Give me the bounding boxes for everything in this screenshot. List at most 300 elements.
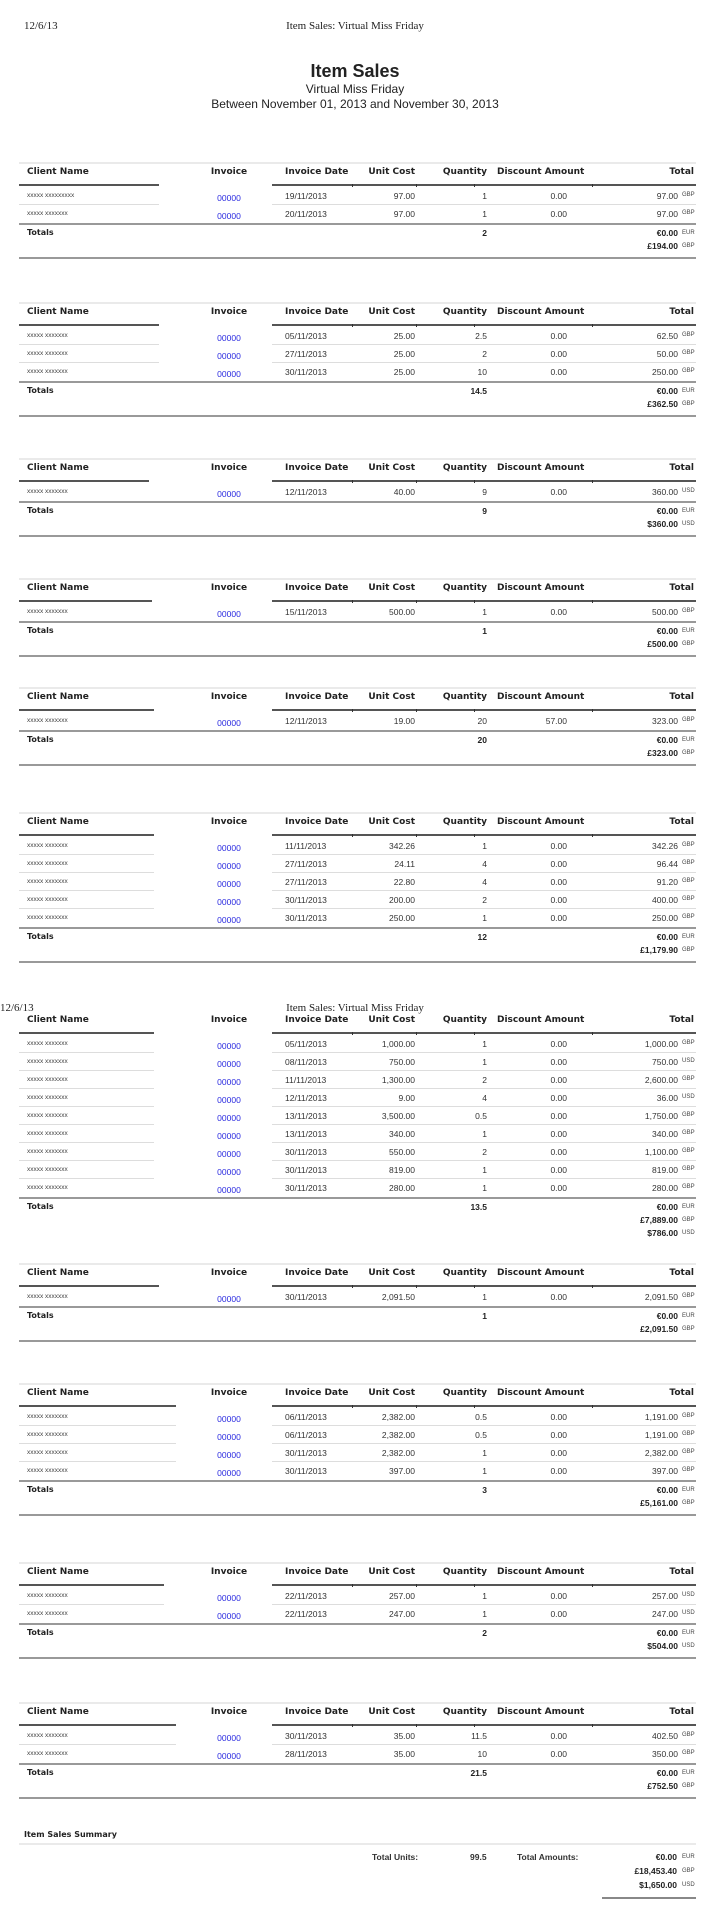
cell-total: 97.00	[656, 191, 678, 201]
cell-client: xxxxx xxxxxxx	[27, 1040, 68, 1047]
table-top-divider	[19, 1562, 696, 1564]
report-company: Virtual Miss Friday	[305, 82, 405, 96]
table-row	[19, 345, 696, 363]
invoice-link[interactable]: 00000	[217, 1733, 241, 1743]
column-header-total: Total	[669, 1268, 694, 1278]
invoice-link[interactable]: 00000	[217, 1294, 241, 1304]
cell-client: xxxxx xxxxxxx	[27, 1184, 68, 1191]
table-row	[19, 873, 696, 891]
totals-quantity: 20	[477, 735, 487, 745]
summary-underline	[602, 1897, 696, 1899]
totals-quantity: 2	[482, 1628, 487, 1638]
table-row	[19, 363, 696, 381]
table-row	[19, 1462, 696, 1480]
column-header-disc: Discount Amount	[497, 1388, 585, 1398]
table-top-divider	[19, 1702, 696, 1704]
cell-currency: GBP	[682, 368, 695, 374]
cell-disc: 0.00	[550, 1448, 567, 1458]
totals-amount: $786.00	[647, 1228, 678, 1238]
cell-total: 2,091.50	[644, 1292, 678, 1302]
cell-date: 12/11/2013	[285, 716, 327, 726]
cell-disc: 0.00	[550, 1412, 567, 1422]
cell-date: 13/11/2013	[285, 1111, 327, 1121]
page-header-title: Item Sales: Virtual Miss Friday	[286, 20, 424, 32]
cell-currency: GBP	[682, 717, 695, 723]
table-header	[19, 1567, 696, 1583]
cell-date: 27/11/2013	[285, 859, 327, 869]
cell-date: 12/11/2013	[285, 487, 327, 497]
cell-date: 11/11/2013	[285, 1075, 327, 1085]
table-row	[19, 1053, 696, 1071]
column-header-date: Invoice Date	[285, 1015, 349, 1025]
invoice-link[interactable]: 00000	[217, 1751, 241, 1761]
invoice-link[interactable]: 00000	[217, 1095, 241, 1105]
report-title: Item Sales	[310, 61, 400, 81]
cell-disc: 0.00	[550, 1093, 567, 1103]
cell-currency: GBP	[682, 1413, 695, 1419]
cell-client: xxxxx xxxxxxx	[27, 608, 68, 615]
table-row	[19, 1444, 696, 1462]
cell-currency: GBP	[682, 896, 695, 902]
invoice-link[interactable]: 00000	[217, 489, 241, 499]
cell-date: 28/11/2013	[285, 1749, 327, 1759]
header-underline	[272, 1724, 696, 1726]
cell-qty: 1	[482, 607, 487, 617]
cell-disc: 0.00	[550, 841, 567, 851]
header-underline	[272, 1584, 696, 1586]
column-header-invoice: Invoice	[210, 583, 248, 593]
totals-amount: £194.00	[647, 241, 678, 251]
cell-currency: USD	[682, 1058, 695, 1064]
totals-amount: £1,179.90	[640, 945, 678, 955]
cell-total: 97.00	[656, 209, 678, 219]
table-bottom-divider	[19, 655, 696, 657]
cell-disc: 0.00	[550, 607, 567, 617]
cell-client: xxxxx xxxxxxx	[27, 1293, 68, 1300]
invoice-link[interactable]: 00000	[217, 1414, 241, 1424]
invoice-link[interactable]: 00000	[217, 897, 241, 907]
table-top-divider	[19, 812, 696, 814]
invoice-link[interactable]: 00000	[217, 193, 241, 203]
cell-date: 06/11/2013	[285, 1412, 327, 1422]
table-row	[19, 1089, 696, 1107]
invoice-link[interactable]: 00000	[217, 861, 241, 871]
invoice-link[interactable]: 00000	[217, 1468, 241, 1478]
table-header	[19, 1268, 696, 1284]
cell-qty: 11.5	[471, 1731, 487, 1741]
header-underline	[19, 1584, 164, 1586]
cell-currency: GBP	[682, 192, 695, 198]
cell-disc: 0.00	[550, 1430, 567, 1440]
cell-total: 257.00	[652, 1591, 678, 1601]
table-top-divider	[19, 162, 696, 164]
invoice-link[interactable]: 00000	[217, 351, 241, 361]
totals-amount: €0.00	[656, 735, 678, 745]
cell-qty: 1	[482, 1183, 487, 1193]
cell-client: xxxxx xxxxxxx	[27, 1076, 68, 1083]
table-row	[19, 1288, 696, 1306]
table-row	[19, 1408, 696, 1426]
table-row	[19, 837, 696, 855]
cell-unit: 2,382.00	[381, 1448, 415, 1458]
totals-currency: EUR	[682, 1770, 695, 1776]
cell-disc: 0.00	[550, 1111, 567, 1121]
cell-qty: 1	[482, 1591, 487, 1601]
column-header-unit: Unit Cost	[368, 167, 415, 177]
cell-client: xxxxx xxxxxxx	[27, 860, 68, 867]
column-header-total: Total	[669, 1388, 694, 1398]
totals-currency: USD	[682, 521, 695, 527]
cell-unit: 1,000.00	[381, 1039, 415, 1049]
invoice-link[interactable]: 00000	[217, 1149, 241, 1159]
cell-disc: 0.00	[550, 191, 567, 201]
totals-quantity: 1	[482, 626, 487, 636]
cell-qty: 1	[482, 913, 487, 923]
column-header-client: Client Name	[27, 583, 89, 593]
cell-date: 05/11/2013	[285, 1039, 327, 1049]
totals-quantity: 13.5	[470, 1202, 487, 1212]
header-underline	[19, 600, 152, 602]
cell-currency: GBP	[682, 1449, 695, 1455]
totals-amount: €0.00	[656, 1202, 678, 1212]
cell-unit: 19.00	[393, 716, 415, 726]
totals-currency: EUR	[682, 934, 695, 940]
cell-total: 350.00	[652, 1749, 678, 1759]
cell-date: 30/11/2013	[285, 1165, 327, 1175]
cell-currency: GBP	[682, 608, 695, 614]
cell-total: 50.00	[656, 349, 678, 359]
column-header-qty: Quantity	[442, 463, 487, 473]
cell-total: 96.44	[656, 859, 678, 869]
totals-amount: €0.00	[656, 386, 678, 396]
cell-unit: 2,382.00	[381, 1412, 415, 1422]
cell-total: 36.00	[656, 1093, 678, 1103]
column-header-qty: Quantity	[442, 1567, 487, 1577]
cell-unit: 97.00	[393, 191, 415, 201]
cell-date: 30/11/2013	[285, 1448, 327, 1458]
table-row	[19, 187, 696, 205]
cell-qty: 1	[482, 1165, 487, 1175]
cell-client: xxxxx xxxxxxx	[27, 350, 68, 357]
cell-disc: 0.00	[550, 1183, 567, 1193]
table-header	[19, 1388, 696, 1404]
table-row	[19, 1143, 696, 1161]
totals-currency: EUR	[682, 388, 695, 394]
table-row	[19, 1125, 696, 1143]
cell-unit: 1,300.00	[381, 1075, 415, 1085]
column-header-client: Client Name	[27, 1268, 89, 1278]
column-header-total: Total	[669, 1567, 694, 1577]
column-header-disc: Discount Amount	[497, 1015, 585, 1025]
cell-unit: 97.00	[393, 209, 415, 219]
cell-qty: 1	[482, 1039, 487, 1049]
cell-client: xxxxx xxxxxxx	[27, 1750, 68, 1757]
cell-client: xxxxx xxxxxxx	[27, 1130, 68, 1137]
cell-total: 340.00	[652, 1129, 678, 1139]
cell-unit: 24.11	[394, 859, 415, 869]
column-header-disc: Discount Amount	[497, 1567, 585, 1577]
table-top-divider	[19, 302, 696, 304]
column-header-disc: Discount Amount	[497, 1268, 585, 1278]
cell-qty: 0.5	[475, 1111, 487, 1121]
totals-quantity: 9	[482, 506, 487, 516]
table-bottom-divider	[19, 1514, 696, 1516]
cell-qty: 10	[477, 367, 487, 377]
cell-date: 08/11/2013	[285, 1057, 327, 1067]
cell-qty: 4	[482, 877, 487, 887]
column-header-disc: Discount Amount	[497, 817, 585, 827]
table-row	[19, 1035, 696, 1053]
cell-unit: 25.00	[393, 349, 415, 359]
column-header-unit: Unit Cost	[368, 307, 415, 317]
totals-currency: GBP	[682, 243, 695, 249]
cell-client: xxxxx xxxxxxx	[27, 914, 68, 921]
column-header-date: Invoice Date	[285, 307, 349, 317]
invoice-link[interactable]: 00000	[217, 915, 241, 925]
totals-amount: £500.00	[647, 639, 678, 649]
table-row	[19, 1071, 696, 1089]
totals-divider	[19, 1763, 696, 1765]
header-underline	[272, 1032, 696, 1034]
cell-qty: 0.5	[475, 1430, 487, 1440]
table-row	[19, 205, 696, 223]
column-header-client: Client Name	[27, 167, 89, 177]
totals-amount: €0.00	[656, 932, 678, 942]
summary-currency: USD	[682, 1882, 695, 1888]
invoice-link[interactable]: 00000	[217, 609, 241, 619]
cell-total: 342.26	[652, 841, 678, 851]
totals-divider	[19, 381, 696, 383]
table-row	[19, 1107, 696, 1125]
invoice-link[interactable]: 00000	[217, 1131, 241, 1141]
cell-client: xxxxx xxxxxxx	[27, 1431, 68, 1438]
cell-disc: 0.00	[550, 1609, 567, 1619]
column-header-unit: Unit Cost	[368, 1268, 415, 1278]
cell-unit: 342.26	[389, 841, 415, 851]
table-top-divider	[19, 1383, 696, 1385]
totals-amount: €0.00	[656, 1485, 678, 1495]
header-underline	[272, 324, 696, 326]
cell-client: xxxxx xxxxxxx	[27, 1094, 68, 1101]
invoice-link[interactable]: 00000	[217, 1432, 241, 1442]
cell-qty: 2	[482, 1147, 487, 1157]
header-underline	[19, 1724, 176, 1726]
totals-divider	[19, 1197, 696, 1199]
cell-total: 360.00	[652, 487, 678, 497]
totals-currency: EUR	[682, 1487, 695, 1493]
column-header-qty: Quantity	[442, 1707, 487, 1717]
cell-disc: 0.00	[550, 1129, 567, 1139]
cell-client: xxxxx xxxxxxxxx	[27, 192, 75, 199]
invoice-link[interactable]: 00000	[217, 879, 241, 889]
column-header-total: Total	[669, 1707, 694, 1717]
column-header-unit: Unit Cost	[368, 692, 415, 702]
column-header-date: Invoice Date	[285, 692, 349, 702]
cell-disc: 0.00	[550, 895, 567, 905]
total-amounts-label: Total Amounts:	[517, 1852, 579, 1862]
column-header-date: Invoice Date	[285, 1567, 349, 1577]
cell-date: 11/11/2013	[285, 841, 327, 851]
column-header-total: Total	[669, 307, 694, 317]
cell-date: 27/11/2013	[285, 349, 327, 359]
totals-currency: GBP	[682, 401, 695, 407]
cell-unit: 250.00	[389, 913, 415, 923]
column-header-qty: Quantity	[442, 583, 487, 593]
totals-currency: GBP	[682, 1217, 695, 1223]
cell-currency: USD	[682, 488, 695, 494]
cell-disc: 0.00	[550, 1147, 567, 1157]
cell-total: 1,100.00	[644, 1147, 678, 1157]
totals-divider	[19, 223, 696, 225]
invoice-link[interactable]: 00000	[217, 1077, 241, 1087]
invoice-link[interactable]: 00000	[217, 1059, 241, 1069]
table-row	[19, 855, 696, 873]
cell-currency: GBP	[682, 878, 695, 884]
cell-date: 05/11/2013	[285, 331, 327, 341]
column-header-client: Client Name	[27, 463, 89, 473]
cell-total: 323.00	[652, 716, 678, 726]
cell-total: 250.00	[652, 913, 678, 923]
totals-quantity: 2	[482, 228, 487, 238]
cell-disc: 0.00	[550, 1039, 567, 1049]
totals-label: Totals	[27, 1628, 54, 1637]
cell-unit: 35.00	[393, 1731, 415, 1741]
column-header-unit: Unit Cost	[368, 1015, 415, 1025]
invoice-link[interactable]: 00000	[217, 1041, 241, 1051]
cell-date: 30/11/2013	[285, 913, 327, 923]
cell-currency: GBP	[682, 1166, 695, 1172]
totals-currency: USD	[682, 1643, 695, 1649]
invoice-link[interactable]: 00000	[217, 333, 241, 343]
totals-amount: £7,889.00	[640, 1215, 678, 1225]
cell-client: xxxxx xxxxxxx	[27, 842, 68, 849]
cell-disc: 0.00	[550, 913, 567, 923]
summary-divider	[19, 1843, 696, 1845]
cell-unit: 500.00	[389, 607, 415, 617]
column-header-client: Client Name	[27, 817, 89, 827]
column-header-unit: Unit Cost	[368, 1388, 415, 1398]
cell-total: 500.00	[652, 607, 678, 617]
header-underline	[272, 709, 696, 711]
cell-date: 27/11/2013	[285, 877, 327, 887]
cell-qty: 1	[482, 1129, 487, 1139]
totals-amount: £752.50	[647, 1781, 678, 1791]
cell-total: 1,000.00	[644, 1039, 678, 1049]
cell-qty: 1	[482, 191, 487, 201]
invoice-link[interactable]: 00000	[217, 1167, 241, 1177]
invoice-link[interactable]: 00000	[217, 369, 241, 379]
totals-amount: €0.00	[656, 1628, 678, 1638]
cell-date: 30/11/2013	[285, 1183, 327, 1193]
totals-currency: USD	[682, 1230, 695, 1236]
totals-amount: £5,161.00	[640, 1498, 678, 1508]
header-underline	[272, 184, 696, 186]
table-row	[19, 327, 696, 345]
column-header-invoice: Invoice	[210, 1707, 248, 1717]
cell-currency: GBP	[682, 350, 695, 356]
totals-divider	[19, 730, 696, 732]
cell-total: 280.00	[652, 1183, 678, 1193]
invoice-link[interactable]: 00000	[217, 718, 241, 728]
totals-divider	[19, 621, 696, 623]
cell-disc: 0.00	[550, 1292, 567, 1302]
column-header-qty: Quantity	[442, 1015, 487, 1025]
table-row	[19, 909, 696, 927]
column-header-date: Invoice Date	[285, 583, 349, 593]
invoice-link[interactable]: 00000	[217, 1593, 241, 1603]
cell-total: 402.50	[652, 1731, 678, 1741]
column-header-invoice: Invoice	[210, 692, 248, 702]
invoice-link[interactable]: 00000	[217, 211, 241, 221]
cell-qty: 1	[482, 1057, 487, 1067]
column-header-invoice: Invoice	[210, 167, 248, 177]
column-header-qty: Quantity	[442, 307, 487, 317]
cell-unit: 22.80	[393, 877, 415, 887]
report-title-block	[0, 60, 710, 112]
cell-client: xxxxx xxxxxxx	[27, 1148, 68, 1155]
column-header-invoice: Invoice	[210, 1567, 248, 1577]
column-header-date: Invoice Date	[285, 1707, 349, 1717]
cell-disc: 0.00	[550, 1165, 567, 1175]
cell-total: 1,191.00	[644, 1412, 678, 1422]
cell-total: 250.00	[652, 367, 678, 377]
header-underline	[19, 709, 154, 711]
table-top-divider	[19, 687, 696, 689]
table-bottom-divider	[19, 764, 696, 766]
cell-date: 22/11/2013	[285, 1609, 327, 1619]
column-header-disc: Discount Amount	[497, 583, 585, 593]
cell-qty: 9	[482, 487, 487, 497]
cell-total: 2,600.00	[644, 1075, 678, 1085]
invoice-link[interactable]: 00000	[217, 1611, 241, 1621]
totals-currency: GBP	[682, 1500, 695, 1506]
cell-client: xxxxx xxxxxxx	[27, 1610, 68, 1617]
cell-unit: 25.00	[393, 331, 415, 341]
totals-currency: EUR	[682, 737, 695, 743]
cell-disc: 0.00	[550, 1466, 567, 1476]
column-header-client: Client Name	[27, 1015, 89, 1025]
column-header-date: Invoice Date	[285, 167, 349, 177]
cell-date: 19/11/2013	[285, 191, 327, 201]
cell-client: xxxxx xxxxxxx	[27, 488, 68, 495]
totals-divider	[19, 1623, 696, 1625]
invoice-link[interactable]: 00000	[217, 1450, 241, 1460]
invoice-link[interactable]: 00000	[217, 1113, 241, 1123]
cell-unit: 2,382.00	[381, 1430, 415, 1440]
header-underline	[272, 600, 696, 602]
totals-currency: GBP	[682, 1783, 695, 1789]
invoice-link[interactable]: 00000	[217, 1185, 241, 1195]
cell-disc: 0.00	[550, 859, 567, 869]
column-header-disc: Discount Amount	[497, 1707, 585, 1717]
cell-qty: 1	[482, 1448, 487, 1458]
column-header-unit: Unit Cost	[368, 463, 415, 473]
cell-currency: GBP	[682, 1467, 695, 1473]
header-underline	[19, 480, 149, 482]
table-header	[19, 307, 696, 323]
cell-client: xxxxx xxxxxxx	[27, 1058, 68, 1065]
totals-currency: EUR	[682, 230, 695, 236]
cell-qty: 4	[482, 1093, 487, 1103]
totals-currency: GBP	[682, 641, 695, 647]
cell-disc: 0.00	[550, 331, 567, 341]
invoice-link[interactable]: 00000	[217, 843, 241, 853]
cell-currency: GBP	[682, 1431, 695, 1437]
cell-client: xxxxx xxxxxxx	[27, 332, 68, 339]
cell-qty: 1	[482, 841, 487, 851]
table-row	[19, 1179, 696, 1197]
header-underline	[19, 324, 159, 326]
